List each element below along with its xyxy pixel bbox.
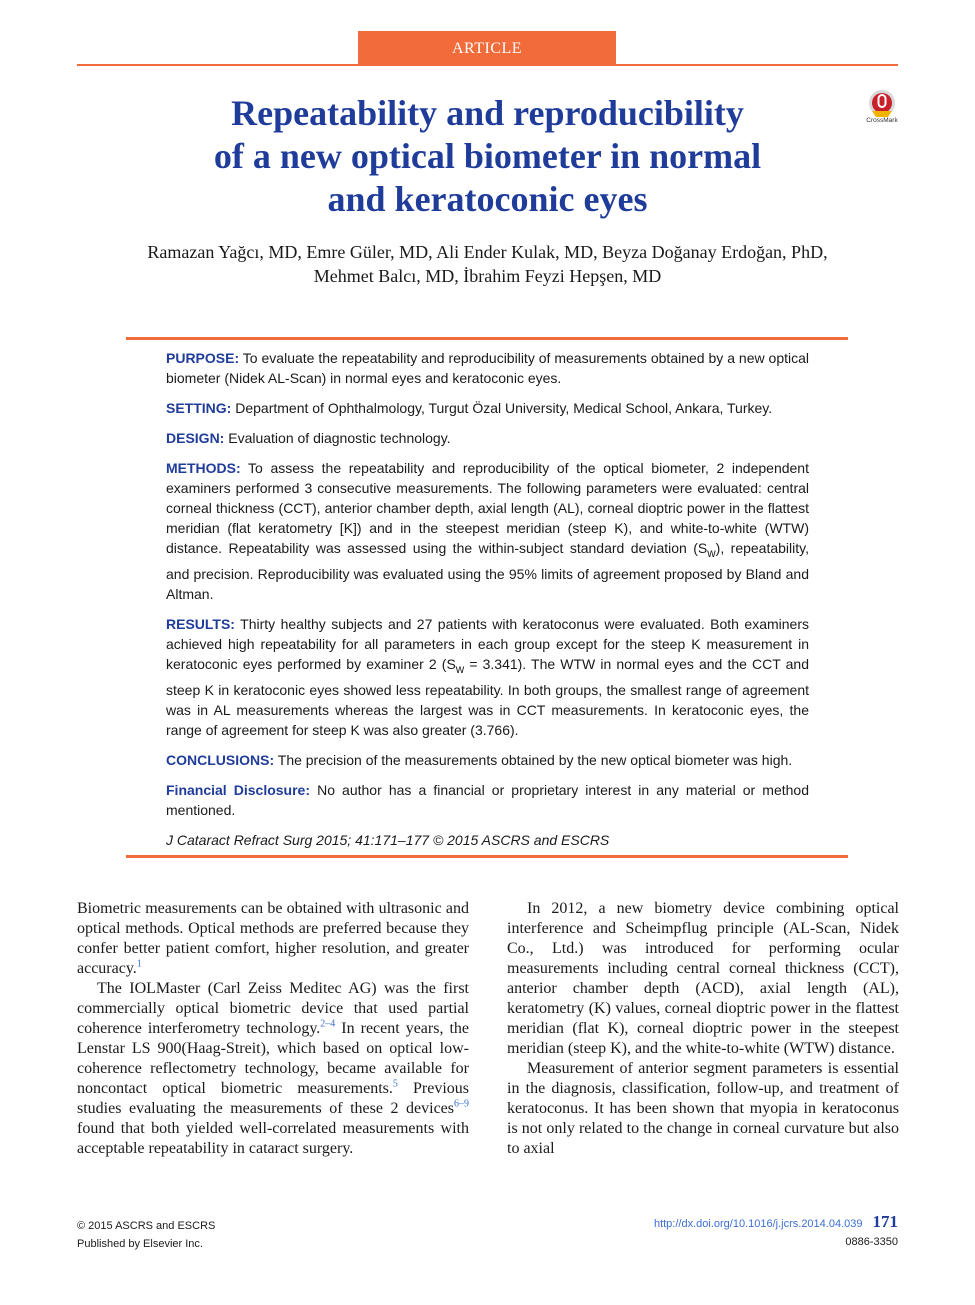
footer-doi-row (654, 1213, 898, 1233)
doi-link[interactable]: http://dx.doi.org/10.1016/j.jcrs.2014.04.039 (653, 1218, 863, 1230)
right-paragraph-2: Measurement of anterior segment parameters is essential in the diagnosis, classification, follow-up, and treatment of keratoconus. It has been shown that myopia in keratoconus is not only related to the change in corneal curvature but also to axial (507, 1060, 899, 1157)
abstract (166, 348, 809, 860)
article-title (120, 92, 855, 221)
methods-text-a: To assess the repeatability and reproducibility of the optical biometer, 2 independent examiners performed 3 consecutive measurements. The following parameters were evaluated: central corneal thickness (CCT), anterior chamber depth, axial length (AL), corneal dioptric power in the flattest meridian (flat keratometry [K]) and in the steepest meridian (steep K), and white-to-white (WTW) distance. Repeatability was assessed using the within-subject standard deviation (S (166, 460, 809, 556)
abstract-disclosure (166, 780, 809, 820)
title-line-1: Repeatability and reproducibility (231, 93, 744, 133)
abstract-setting (166, 398, 809, 418)
left-paragraph-2 (77, 979, 469, 1159)
purpose-label: PURPOSE: (166, 350, 240, 366)
article-section-tab: ARTICLE (358, 31, 616, 65)
right-paragraph-1: In 2012, a new biometry device combining optical interference and Scheimpflug principle (AL-Scan, Nidek Co., Ltd.) was introduced for performing ocular measurements including central corneal thickness (CCT), anterior chamber depth (ACD), axial length (AL), keratometry (K) values, corneal dioptric power in the flattest meridian (flat K), corneal dioptric power in the steepest meridian (steep K), and the white-to-white (WTW) distance. (507, 900, 899, 1057)
footer-publisher: Published by Elsevier Inc. (77, 1238, 203, 1250)
reference-link[interactable]: 5 (392, 1078, 398, 1090)
methods-text-b: ), repeatability, and precision. Reproducibility was evaluated using the 95% limits of agreement proposed by Bland and Altman. (166, 540, 810, 602)
setting-label: SETTING: (166, 400, 232, 416)
results-text-b: = 3.341). The WTW in normal eyes and the CCT and steep K in keratoconic eyes showed less repeatability. In both groups, the smallest range of agreement was in AL measurements whereas the largest was in CCT measurements. In keratoconic eyes, the range of agreement for steep K was also greater (3.766). (166, 655, 810, 738)
crossmark-label: CrossMark (866, 117, 898, 124)
title-line-2: of a new optical biometer in normal (213, 136, 762, 176)
left-p2-text-b: In recent years, the Lenstar LS 900(Haag-Streit), which based on optical low-coherence reflectometry technology, became available for noncontact optical biometric measurements. (77, 1020, 469, 1097)
left-p2-text-d: found that both yielded well-correlated measurements with acceptable repeatability in cataract surgery. (77, 1120, 469, 1157)
authors-line-1: Ramazan Yağcı, MD, Emre Güler, MD, Ali Ender Kulak, MD, Beyza Doğanay Erdoğan, PhD, (147, 242, 828, 262)
results-text-a: Thirty healthy subjects and 27 patients with keratoconus were evaluated. Both examiners achieved high repeatability for all parameters in each group except for the steep K measurement in keratoconic eyes performed by examiner 2 (S (166, 615, 809, 672)
abstract-conclusions (166, 750, 809, 770)
left-p2-text-c: Previous studies evaluating the measurements of these 2 devices (77, 1080, 469, 1117)
left-p1-text: Biometric measurements can be obtained with ultrasonic and optical methods. Optical methods are preferred because they confer better patient comfort, higher resolution, and greater accuracy. (77, 900, 469, 977)
page-number: 171 (872, 1212, 898, 1231)
authors-line-2: Mehmet Balcı, MD, İbrahim Feyzi Hepşen, MD (313, 266, 662, 286)
body-column-left (77, 899, 469, 1159)
reference-link[interactable]: 1 (136, 958, 142, 970)
methods-label: METHODS: (166, 460, 241, 476)
abstract-results (166, 614, 809, 740)
reference-link[interactable]: 6–9 (454, 1098, 469, 1110)
top-rule (77, 64, 898, 66)
footer-issn: 0886-3350 (845, 1236, 898, 1248)
purpose-text: To evaluate the repeatability and reproducibility of measurements obtained by a new optical biometer (Nidek AL-Scan) in normal eyes and keratoconic eyes. (166, 350, 809, 386)
conclusions-label: CONCLUSIONS: (166, 751, 275, 768)
title-line-3: and keratoconic eyes (327, 179, 648, 219)
footer-copyright: © 2015 ASCRS and ESCRS (77, 1220, 216, 1232)
disclosure-label: Financial Disclosure: (166, 781, 311, 798)
abstract-purpose (166, 348, 809, 388)
journal-citation: J Cataract Refract Surg 2015; 41:171–177 © 2015 ASCRS and ESCRS (166, 831, 610, 848)
crossmark-icon (864, 88, 900, 118)
abstract-methods (166, 458, 809, 604)
footer-left (77, 1217, 215, 1253)
design-text: Evaluation of diagnostic technology. (224, 430, 451, 446)
body-column-right (507, 899, 899, 1159)
left-p2-text-a: The IOLMaster (Carl Zeiss Meditec AG) was the first commercially optical biometric device that used partial coherence interferometry technology. (77, 980, 469, 1037)
crossmark-badge[interactable] (864, 88, 900, 128)
methods-subscript: w (707, 546, 716, 560)
results-subscript: w (455, 662, 465, 676)
author-list (90, 240, 885, 288)
left-paragraph-1 (77, 899, 469, 979)
disclosure-text: No author has a financial or proprietary interest in any material or method mentioned. (166, 781, 809, 818)
footer-right (654, 1213, 898, 1251)
abstract-bottom-rule (126, 855, 848, 858)
reference-link[interactable]: 2–4 (320, 1018, 336, 1030)
design-label: DESIGN: (166, 430, 225, 446)
abstract-design (166, 428, 809, 448)
abstract-top-rule (126, 337, 848, 340)
conclusions-text: The precision of the measurements obtained by the new optical biometer was high. (274, 751, 793, 768)
results-label: RESULTS: (166, 615, 235, 632)
setting-text: Department of Ophthalmology, Turgut Özal University, Medical School, Ankara, Turkey. (231, 400, 773, 416)
